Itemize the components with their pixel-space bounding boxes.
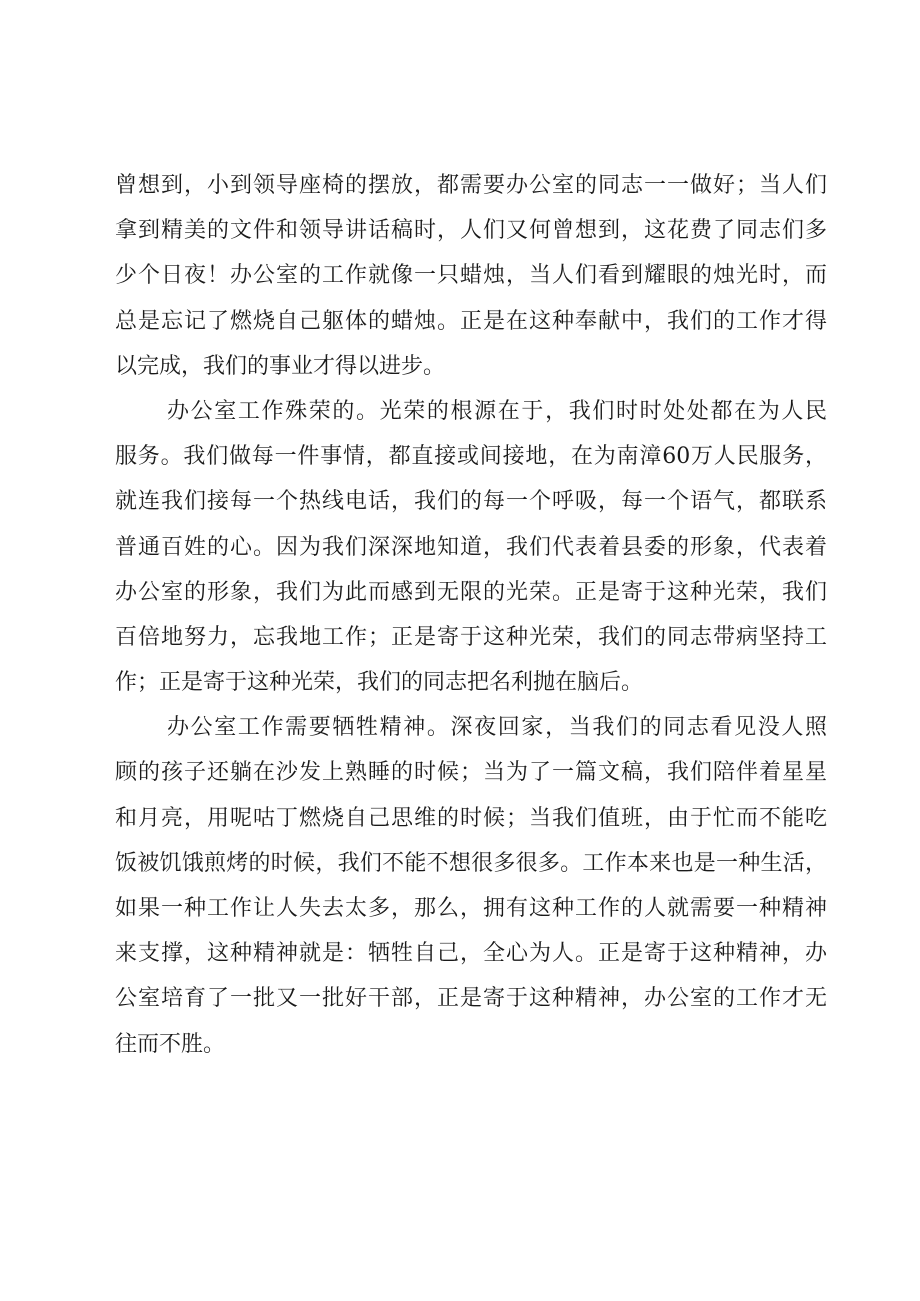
text-line: 就连我们接每一个热线电话，我们的每一个呼吸，每一个语气，都联系	[115, 489, 827, 515]
text-line: 饭被饥饿煎烤的时候，我们不能不想很多很多。工作本来也是一种生活，	[115, 850, 827, 876]
text-line: 少个日夜！办公室的工作就像一只蜡烛，当人们看到耀眼的烛光时，而	[115, 263, 827, 289]
text-line: 往而不胜。	[115, 1031, 226, 1057]
text-line: 服务。我们做每一件事情，都直接或间接地，在为南漳60万人民服务，	[115, 444, 827, 470]
text-line: 以完成，我们的事业才得以进步。	[115, 353, 446, 379]
text-line: 如果一种工作让人失去太多，那么，拥有这种工作的人就需要一种精神	[115, 896, 827, 921]
paragraph-3	[115, 705, 827, 1067]
text-line: 拿到精美的文件和领导讲话稿时，人们又何曾想到，这花费了同志们多	[115, 218, 827, 244]
text-line: 办公室的形象，我们为此而感到无限的光荣。正是寄于这种光荣，我们	[115, 579, 827, 605]
document-body	[115, 163, 827, 1067]
text-line: 总是忘记了燃烧自己躯体的蜡烛。正是在这种奉献中，我们的工作才得	[115, 308, 827, 334]
text-line: 曾想到，小到领导座椅的摆放，都需要办公室的同志一一做好；当人们	[115, 173, 827, 198]
paragraph-2	[115, 389, 827, 705]
text-line: 普通百姓的心。因为我们深深地知道，我们代表着县委的形象，代表着	[115, 534, 827, 560]
text-line: 公室培育了一批又一批好干部，正是寄于这种精神，办公室的工作才无	[115, 986, 827, 1012]
text-line: 办公室工作殊荣的。光荣的根源在于，我们时时处处都在为人民	[167, 398, 827, 424]
text-line: 办公室工作需要牺牲精神。深夜回家，当我们的同志看见没人照	[167, 715, 827, 741]
text-line: 顾的孩子还躺在沙发上熟睡的时候；当为了一篇文稿，我们陪伴着星星	[115, 760, 827, 786]
paragraph-1	[115, 163, 827, 389]
text-line: 百倍地努力，忘我地工作；正是寄于这种光荣，我们的同志带病坚持工	[115, 624, 827, 650]
text-line: 来支撑，这种精神就是：牺牲自己，全心为人。正是寄于这种精神，办	[115, 941, 827, 967]
text-line: 作；正是寄于这种光荣，我们的同志把名利抛在脑后。	[115, 670, 644, 696]
text-line: 和月亮，用呢咕丁燃烧自己思维的时候；当我们值班，由于忙而不能吃	[115, 805, 827, 831]
